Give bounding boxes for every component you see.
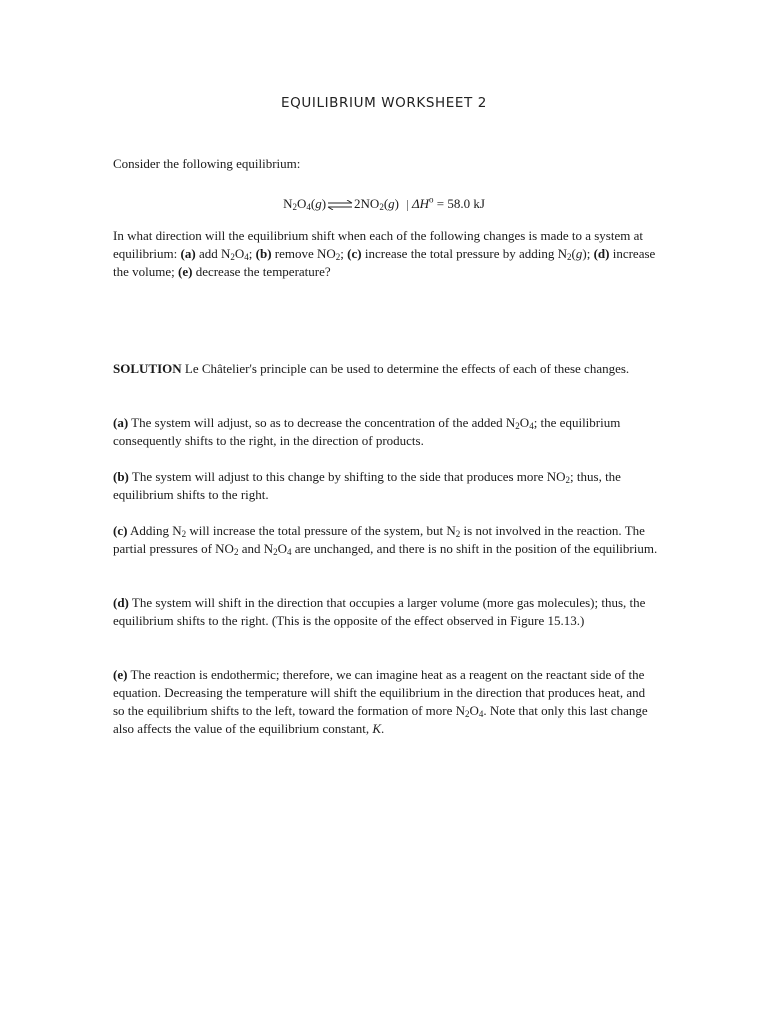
intro-text: Consider the following equilibrium:: [113, 156, 301, 171]
page-title: EQUILIBRIUM WORKSHEET 2: [281, 95, 487, 111]
enthalpy-change: $\Delta H^o = 58.0$ kJ: [412, 195, 485, 212]
solution-intro: SOLUTION Le Châtelier's principle can be used to determine the effects of each of these changes.: [113, 361, 630, 376]
question-text: In what direction will the equilibrium shift when each of the following changes is made to a system at equilibrium: (a) add $N_2O_4$; (b) remove $NO_2$; (c) increase the total pressure by adding $N_2(g)$; (d) increase the volume; (e) decrease the temperature?: [113, 228, 656, 279]
answer-b: (b) The system will adjust to this change by shifting to the side that produces more $NO_2$; thus, the equilibrium shifts to the right.: [113, 469, 621, 502]
equation-separator: [407, 200, 408, 211]
answer-d: (d) The system will shift in the direction that occupies a larger volume (more gas molecules); thus, the equilibrium shifts to the right. (This is the opposite of the effect observed in Figure 15.13.): [113, 595, 646, 628]
answer-c: (c) Adding $N_2$ will increase the total pressure of the system, but $N_2$ is not involved in the reaction. The partial pressures of $NO_2$ and $N_2O_4$ are unchanged, and there is no shift in the position of the equilibrium.: [113, 523, 658, 557]
equilibrium-arrow-icon: [327, 200, 353, 210]
equation-product: $2NO_2(g)$: [354, 196, 399, 213]
chemical-equation: [0, 191, 768, 213]
answer-a: (a) The system will adjust, so as to decrease the concentration of the added $N_2O_4$; the equilibrium consequently shifts to the right, in the direction of products.: [113, 415, 621, 448]
equation-reactant: $N_2O_4(g)$: [283, 196, 327, 213]
answer-e: (e) The reaction is endothermic; therefore, we can imagine heat as a reagent on the reactant side of the equation. Decreasing the temperature will shift the equilibrium in the direction that produces heat, and so the equilibrium shifts to the left, toward the formation of more $N_2O_4$. Note that only this last change also affects the value of the equilibrium constant, K.: [113, 667, 648, 736]
